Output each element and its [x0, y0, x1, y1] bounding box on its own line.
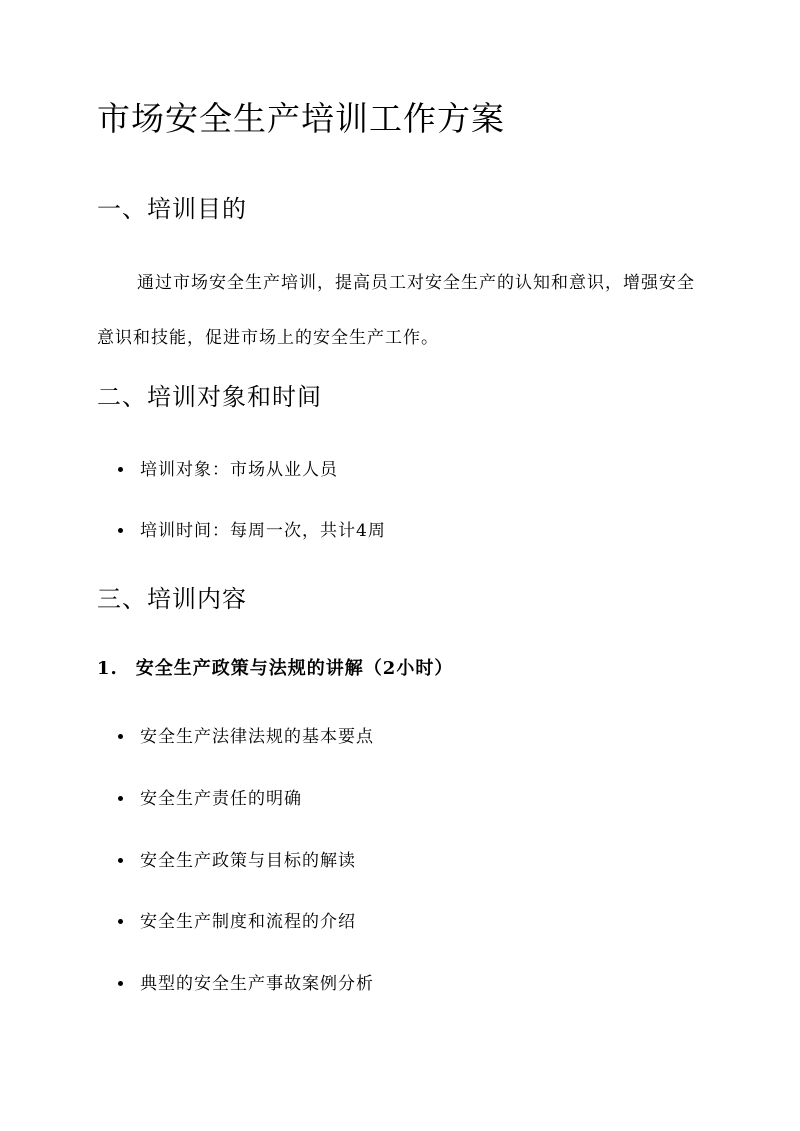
section-heading-audience-time: 二、培训对象和时间	[97, 383, 322, 411]
subsection-title: 安全生产政策与法规的讲解（2小时）	[135, 658, 454, 679]
list-item-text: 培训时间：每周一次，共计4周	[140, 521, 386, 541]
list-item	[118, 849, 356, 873]
list-item-text: 安全生产责任的明确	[140, 789, 302, 809]
subsection-heading	[97, 656, 453, 682]
list-item	[118, 910, 356, 934]
list-item	[118, 787, 302, 811]
section-paragraph-purpose: 通过市场安全生产培训，提高员工对安全生产的认知和意识，增强安全意识和技能，促进市场上的安全生产工作。	[97, 273, 695, 348]
subsection-number: 1.	[97, 658, 118, 679]
bullet-dot-icon	[118, 467, 123, 472]
bullet-dot-icon	[118, 796, 123, 801]
list-item	[118, 458, 338, 482]
section-heading-content: 三、培训内容	[97, 585, 247, 613]
list-item-text: 典型的安全生产事故案例分析	[140, 974, 374, 994]
bullet-dot-icon	[118, 734, 123, 739]
list-item	[118, 519, 386, 543]
document-title: 市场安全生产培训工作方案	[97, 99, 505, 138]
list-item	[118, 725, 374, 749]
bullet-dot-icon	[118, 528, 123, 533]
bullet-dot-icon	[118, 858, 123, 863]
section-heading-purpose: 一、培训目的	[97, 195, 247, 223]
list-item-text: 安全生产制度和流程的介绍	[140, 912, 356, 932]
list-item-text: 安全生产法律法规的基本要点	[140, 727, 374, 747]
bullet-dot-icon	[118, 981, 123, 986]
list-item-text: 培训对象：市场从业人员	[140, 460, 338, 480]
bullet-dot-icon	[118, 919, 123, 924]
list-item-text: 安全生产政策与目标的解读	[140, 851, 356, 871]
list-item	[118, 972, 374, 996]
